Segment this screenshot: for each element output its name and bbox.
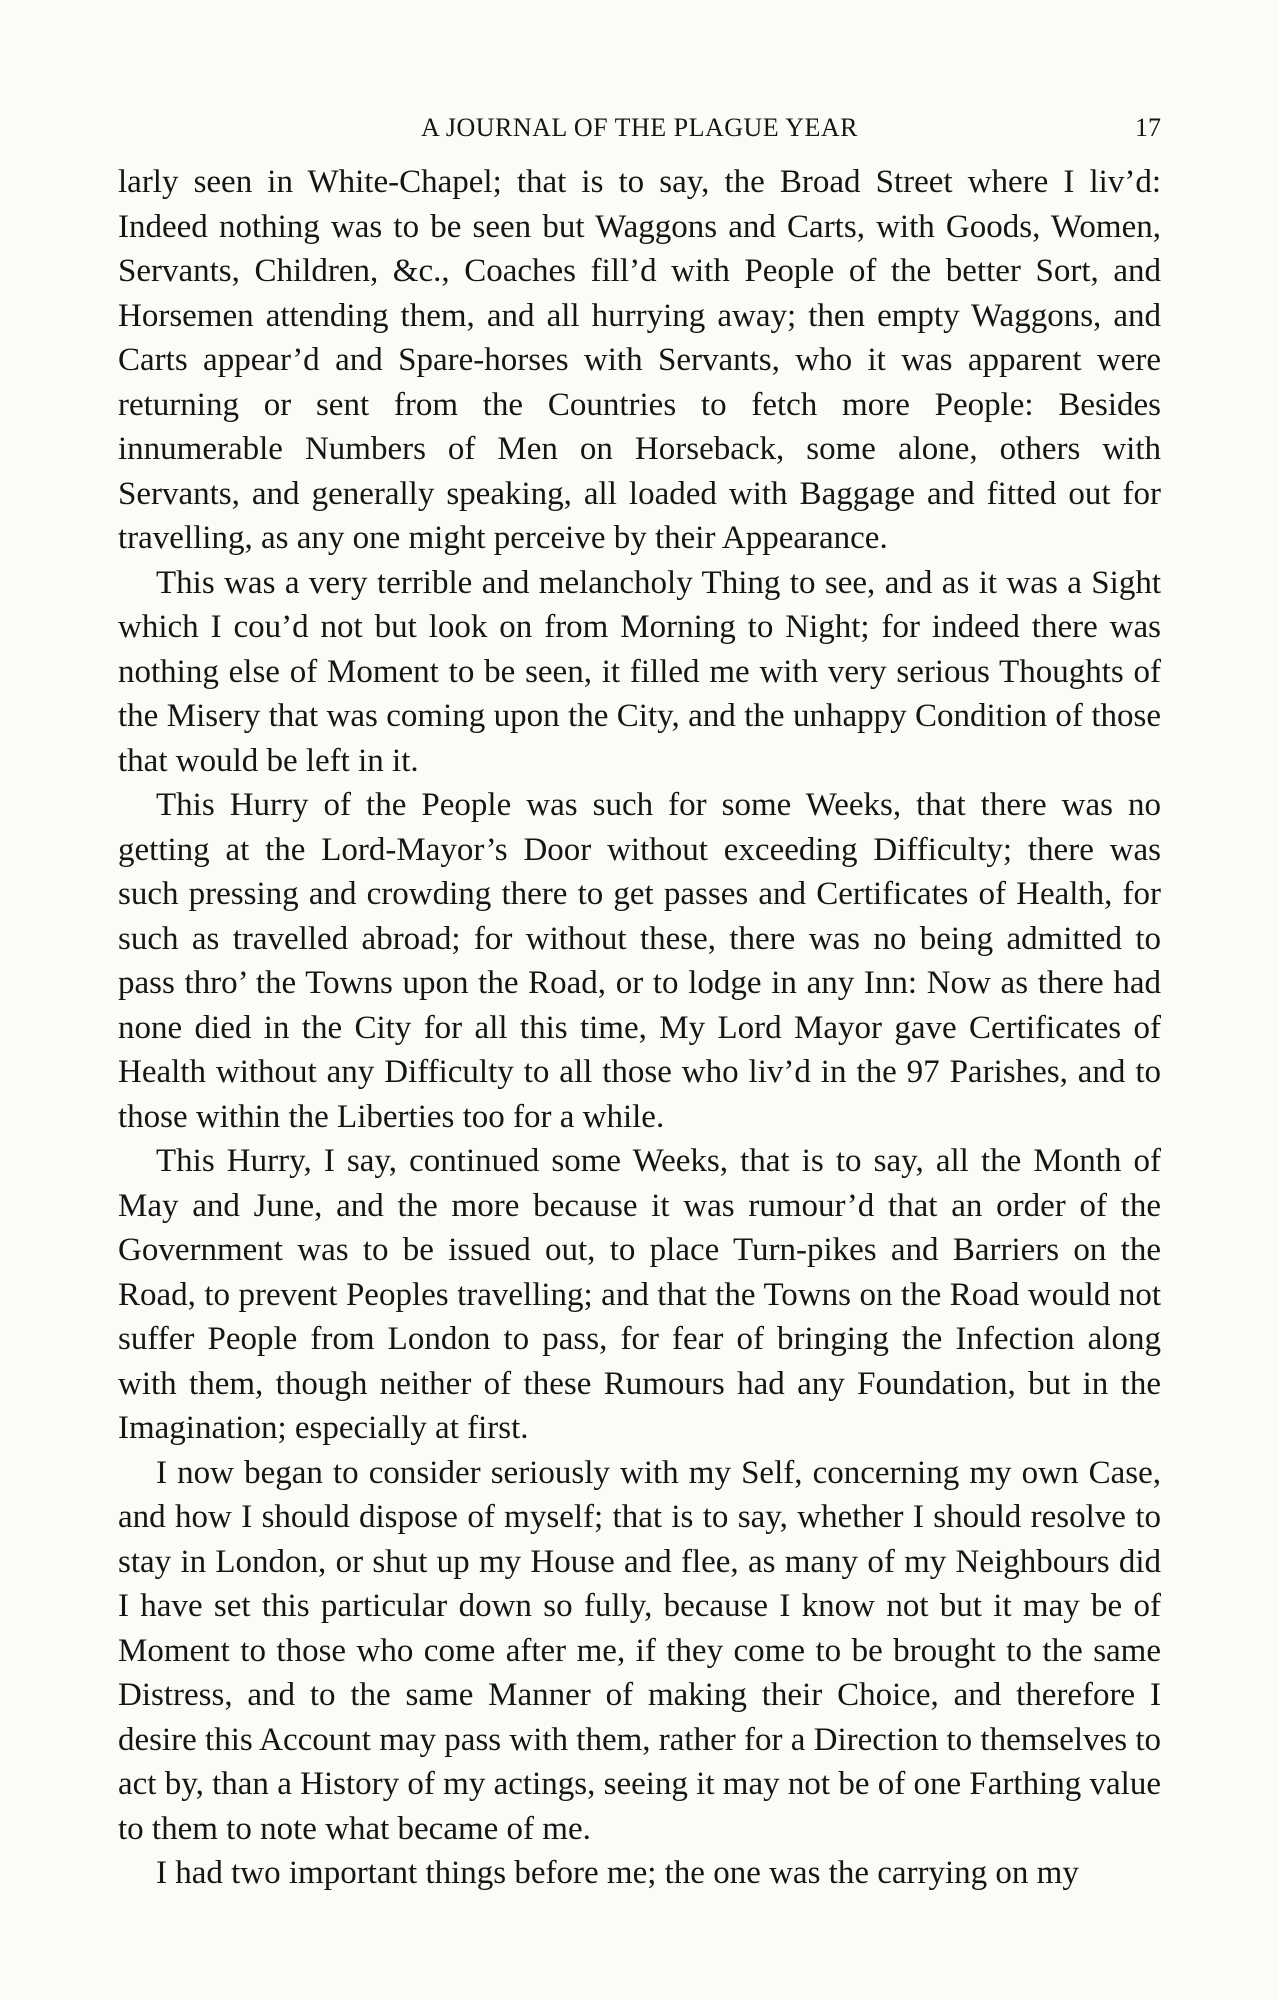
running-header xyxy=(118,108,1161,148)
paragraph: I now began to consider seriously with my Self, concerning my own Case, and how I should dispose of myself; that is to say, whether I should resolve to stay in London, or shut up my House and flee, as many of my Neighbours did I have set this particular down so fully, because I know not but it may be of Moment to those who come after me, if they come to be brought to the same Distress, and to the same Manner of making their Choice, and therefore I desire this Account may pass with them, rather for a Direction to themselves to act by, than a History of my actings, seeing it may not be of one Farthing value to them to note what became of me. xyxy=(118,1454,1161,1847)
paragraph: larly seen in White-Chapel; that is to say, the Broad Street where I liv’d: Indeed nothing was to be seen but Waggons and Carts, with Goods, Women, Servants, Children, &c., Coaches fill’d with People of the better Sort, and Horsemen attending them, and all hurrying away; then empty Waggons, and Carts appear’d and Spare-horses with Servants, who it was apparent were returning or sent from the Countries to fetch more People: Besides innumerable Numbers of Men on Horseback, some alone, others with Servants, and generally speaking, all loaded with Baggage and fitted out for travelling, as any one might perceive by their Appearance. xyxy=(118,164,1161,556)
paragraph: This was a very terrible and melancholy Thing to see, and as it was a Sight which I cou’d not but look on from Morning to Night; for indeed there was nothing else of Moment to be seen, it filled me with very serious Thoughts of the Misery that was coming upon the City, and the unhappy Condition of those that would be left in it. xyxy=(118,564,1161,779)
page-number: 17 xyxy=(1135,113,1161,142)
running-title: A JOURNAL OF THE PLAGUE YEAR xyxy=(421,113,858,142)
paragraph: I had two important things before me; the one was the carrying on my xyxy=(156,1855,1079,1891)
body-text xyxy=(118,160,1161,1896)
paragraph: This Hurry of the People was such for some Weeks, that there was no getting at the Lord-Mayor’s Door without exceeding Difficulty; there was such pressing and crowding there to get passes and Certificates of Health, for such as travelled abroad; for without these, there was no being admitted to pass thro’ the Towns upon the Road, or to lodge in any Inn: Now as there had none died in the City for all this time, My Lord Mayor gave Certificates of Health without any Difficulty to all those who liv’d in the 97 Parishes, and to those within the Liberties too for a while. xyxy=(118,787,1161,1135)
paragraph: This Hurry, I say, continued some Weeks, that is to say, all the Month of May and June, and the more because it was rumour’d that an order of the Government was to be issued out, to place Turn-pikes and Barriers on the Road, to prevent Peoples travelling; and that the Towns on the Road would not suffer People from London to pass, for fear of bringing the Infection along with them, though neither of these Rumours had any Foundation, but in the Imagination; especially at first. xyxy=(118,1143,1161,1446)
